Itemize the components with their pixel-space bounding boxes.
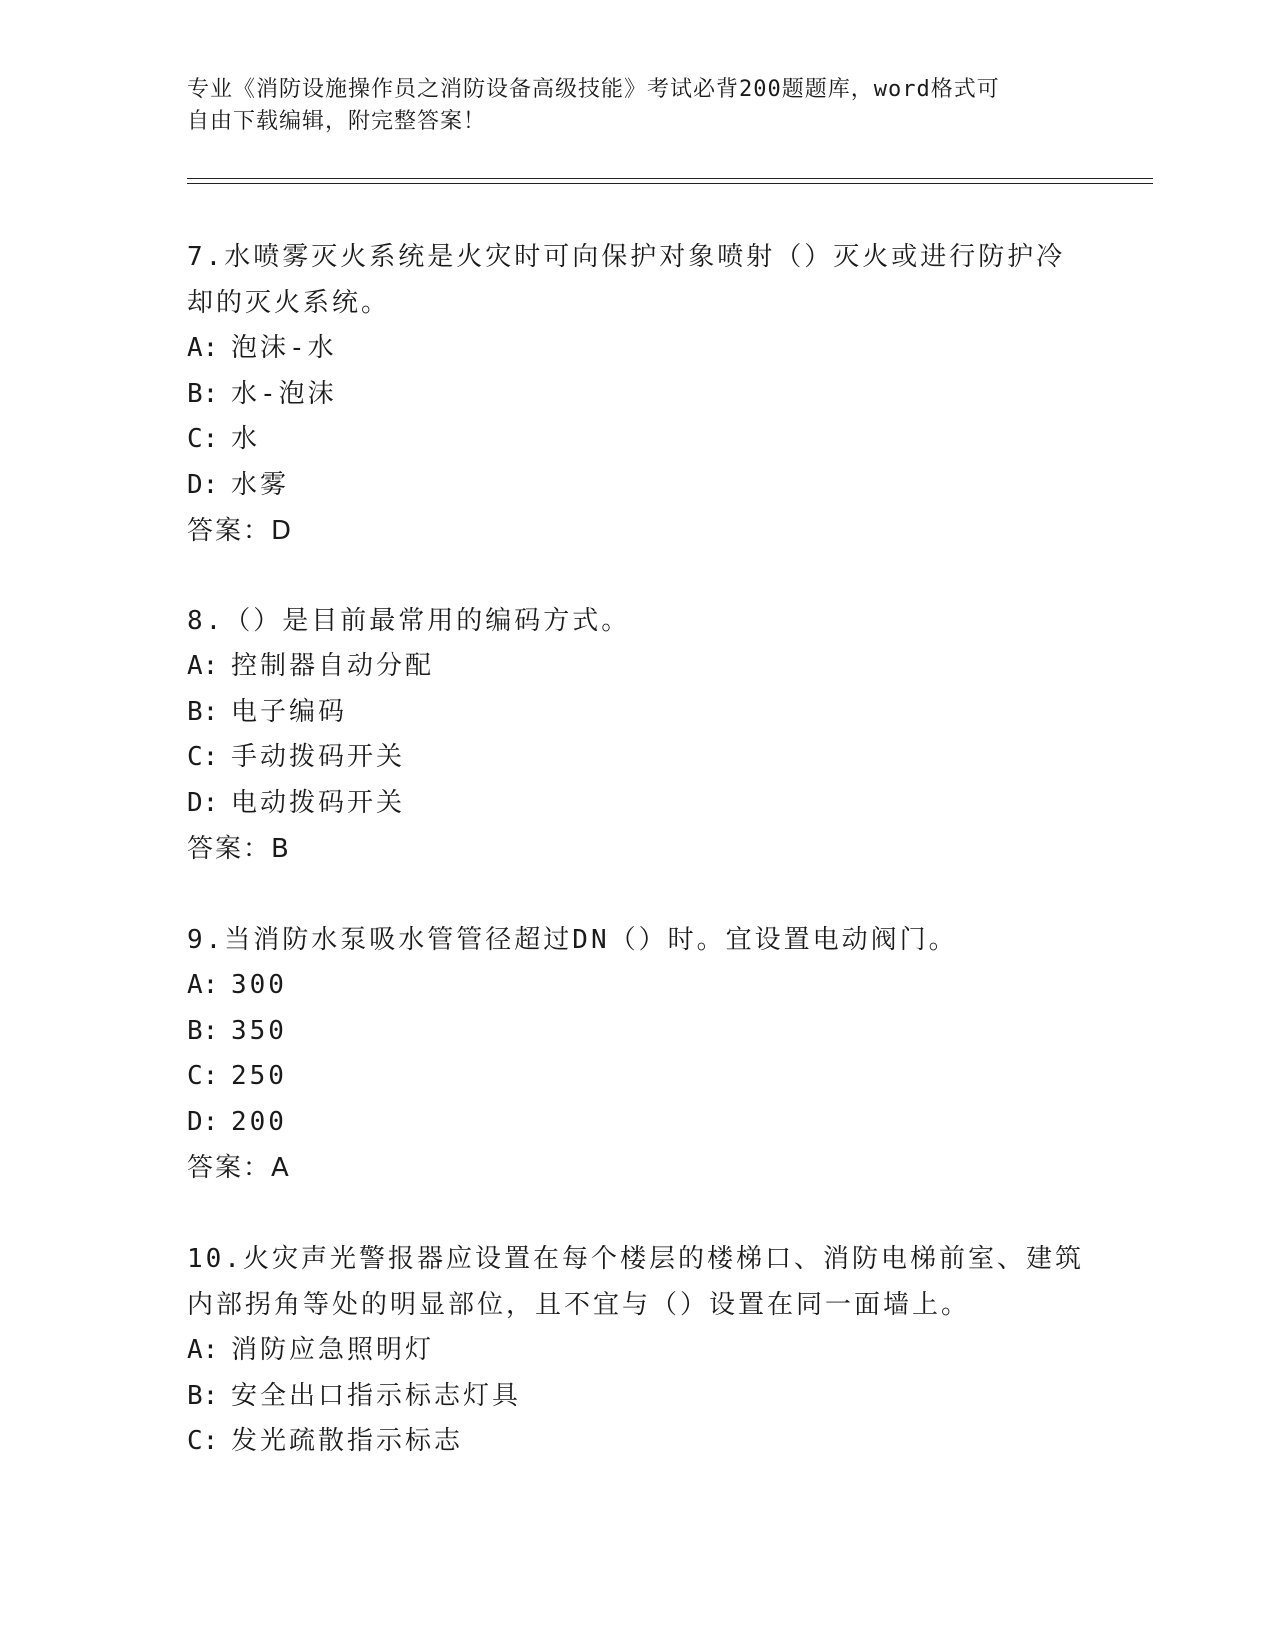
option-d	[187, 781, 1087, 827]
option-key: C:	[187, 742, 219, 772]
answer-line: 答案：A	[187, 1153, 291, 1183]
option-key: B:	[187, 696, 219, 727]
option-text: 300	[231, 970, 287, 1000]
option-c	[187, 417, 1087, 463]
option-a	[187, 644, 1087, 690]
question-text-line-1: 8.（）是目前最常用的编码方式。	[187, 606, 631, 636]
header-divider-bottom	[187, 183, 1153, 184]
option-text: 350	[231, 1015, 287, 1046]
option-key: C:	[187, 424, 219, 454]
header-line-2: 自由下载编辑，附完整答案！	[187, 109, 487, 134]
option-key: C:	[187, 1426, 219, 1456]
document-header	[187, 74, 1067, 138]
option-key: A:	[187, 970, 219, 1000]
option-b	[187, 690, 1087, 736]
question-text-line-2: 内部拐角等处的明显部位，且不宜与（）设置在同一面墙上。	[187, 1290, 971, 1320]
option-key: A:	[187, 333, 219, 363]
option-a	[187, 326, 1087, 372]
question-text-line-2: 却的灭火系统。	[187, 288, 391, 318]
option-b	[187, 372, 1087, 418]
option-key: D:	[187, 469, 219, 500]
option-text: 水-泡沫	[231, 378, 337, 409]
option-text: 电子编码	[231, 696, 348, 727]
question-10	[187, 1236, 1087, 1465]
question-8	[187, 598, 1087, 872]
header-divider-top	[187, 178, 1153, 179]
option-c	[187, 1419, 1087, 1465]
option-a	[187, 963, 1087, 1009]
option-text: 发光疏散指示标志	[231, 1426, 464, 1456]
question-7	[187, 234, 1087, 554]
option-key: B:	[187, 378, 219, 409]
option-key: D:	[187, 787, 219, 818]
option-key: A:	[187, 1335, 219, 1365]
option-key: B:	[187, 1380, 219, 1411]
option-text: 消防应急照明灯	[231, 1335, 435, 1365]
option-b	[187, 1009, 1087, 1055]
option-text: 手动拨码开关	[231, 742, 406, 772]
answer-line: 答案：B	[187, 834, 291, 864]
option-text: 控制器自动分配	[231, 651, 435, 681]
option-key: C:	[187, 1061, 219, 1091]
option-d	[187, 463, 1087, 509]
option-text: 200	[231, 1106, 287, 1137]
question-text-line-1: 9.当消防水泵吸水管管径超过DN（）时。宜设置电动阀门。	[187, 925, 958, 955]
option-text: 水	[231, 424, 261, 454]
option-text: 电动拨码开关	[231, 787, 406, 818]
option-text: 泡沫-水	[231, 333, 337, 363]
question-9	[187, 917, 1087, 1191]
option-key: B:	[187, 1015, 219, 1046]
option-text: 水雾	[231, 469, 290, 500]
question-text-line-1: 7.水喷雾灭火系统是火灾时可向保护对象喷射（）灭火或进行防护冷	[187, 242, 1066, 272]
option-key: D:	[187, 1106, 219, 1137]
option-d	[187, 1100, 1087, 1146]
option-a	[187, 1328, 1087, 1374]
question-text-line-1: 10.火灾声光警报器应设置在每个楼层的楼梯口、消防电梯前室、建筑	[187, 1244, 1084, 1274]
option-c	[187, 735, 1087, 781]
option-b	[187, 1374, 1087, 1420]
header-line-1: 专业《消防设施操作员之消防设备高级技能》考试必背200题题库，word格式可	[187, 77, 1000, 102]
option-c	[187, 1054, 1087, 1100]
option-text: 安全出口指示标志灯具	[231, 1380, 522, 1411]
option-key: A:	[187, 651, 219, 681]
option-text: 250	[231, 1061, 287, 1091]
answer-line: 答案：D	[187, 516, 294, 546]
